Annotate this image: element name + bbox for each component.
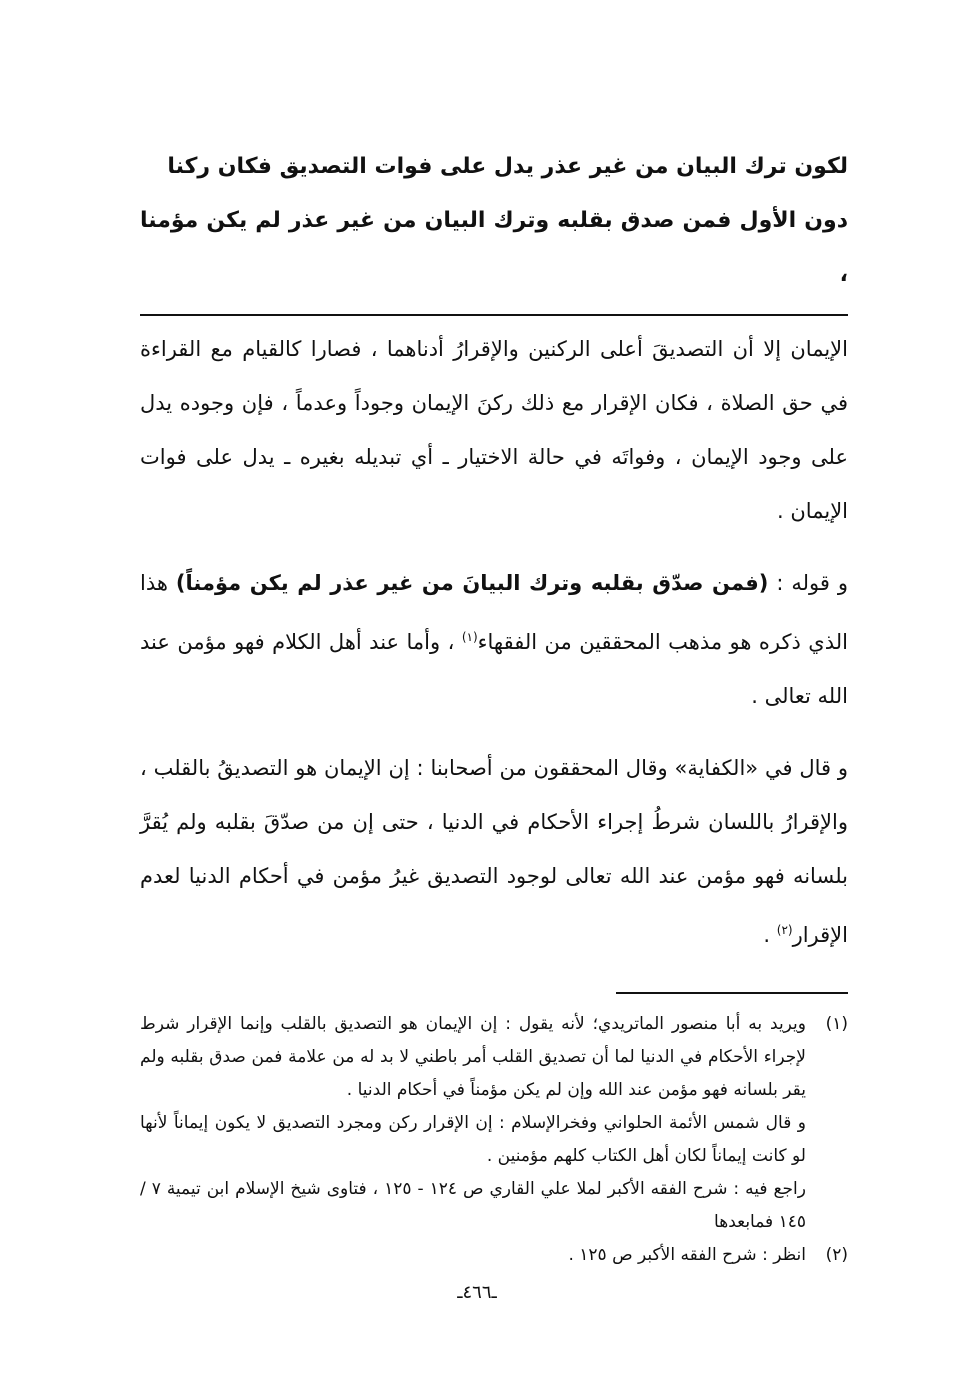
footnotes — [140, 1008, 848, 1272]
commentary-paragraph-1: الإيمان إلا أن التصديقَ أعلى الركنين والإقرارُ أدناهما ، فصارا كالقيام مع القراءة في حق الصلاة ، فكان الإقرار مع ذلك ركنَ الإيمان وجوداً وعدماً ، فإن وجوده يدل على وجود الإيمان ، وفواتَه في حالة الاختيار ـ أي تبديله بغيره ـ يدل على فوات الإيمان . — [140, 337, 848, 523]
book-page — [140, 140, 848, 1272]
paragraph-2-lead: و قوله : — [776, 571, 848, 595]
quoted-matn: (فمن صدّق بقلبه وترك البيانَ من غير عذر لم يكن مؤمناً) — [175, 571, 769, 595]
footnote-1-continuation-1: و قال شمس الأئمة الحلواني وفخرالإسلام : إن الإقرار ركن ومجرد التصديق لا يكون إيماناً لأنها لو كانت إيماناً لكان أهل الكتاب كلهم مؤمنين . — [140, 1113, 806, 1166]
footnote-ref-2[interactable]: (٢) — [776, 923, 793, 937]
paragraph-3-end: . — [763, 923, 777, 947]
footnote-2-text: انظر : شرح الفقه الأكبر ص ١٢٥ . — [568, 1245, 806, 1265]
matn-line-1: لكون ترك البيان من غير عذر يدل على فوات التصديق فكان ركنا — [167, 154, 848, 179]
paragraph-2-tail: ، وأما عند أهل الكلام فهو مؤمن عند الله تعالى . — [140, 630, 848, 708]
commentary-paragraph-2 — [140, 556, 848, 723]
matn-line-2: دون الأول فمن صدق بقلبه وترك البيان من غير عذر لم يكن مؤمنا ، — [140, 208, 848, 287]
matn-divider — [140, 314, 848, 316]
footnote-ref-1[interactable]: (١) — [461, 630, 478, 644]
footnote-1-text: ويريد به أبا منصور الماتريدي؛ لأنه يقول : إن الإيمان هو التصديق بالقلب وإنما الإقرار شرط لإجراء الأحكام في الدنيا لما أن تصديق القلب أمر باطني لا بد له من علامة فمن صدق بقلبه ولم يقر بلسانه فهو مؤمن عند الله وإن لم يكن مؤمناً في أحكام الدنيا . — [140, 1014, 806, 1100]
matn-text — [140, 140, 848, 302]
page-number: ـ٤٦٦ـ — [457, 1282, 497, 1303]
footnote-1-number: (١) — [825, 1014, 848, 1034]
paragraph-2-body: هذا الذي ذكره هو مذهب المحققين من الفقهاء — [140, 571, 848, 654]
commentary-paragraph-3 — [140, 741, 848, 962]
footnote-1 — [140, 1008, 848, 1239]
footnote-1-continuation-2: راجع فيه : شرح الفقه الأكبر لملا علي القاري ص ١٢٤ - ١٢٥ ، فتاوى شيخ الإسلام ابن تيمية ٧ / ١٤٥ فمابعدها — [140, 1179, 806, 1232]
commentary — [140, 322, 848, 962]
paragraph-3-body: و قال في «الكفاية» وقال المحققون من أصحابنا : إن الإيمان هو التصديقُ بالقلب ، والإقرارُ باللسان شرطُ إجراء الأحكام في الدنيا ، حتى إن من صدّقَ بقلبه ولم يُقرَّ بلسانه فهو مؤمن عند الله تعالى لوجود التصديق غيرُ مؤمن في أحكام الدنيا لعدم الإقرار — [140, 756, 848, 947]
footnote-2-number: (٢) — [825, 1245, 848, 1265]
footnote-2 — [140, 1239, 848, 1272]
footnote-divider — [616, 992, 848, 994]
